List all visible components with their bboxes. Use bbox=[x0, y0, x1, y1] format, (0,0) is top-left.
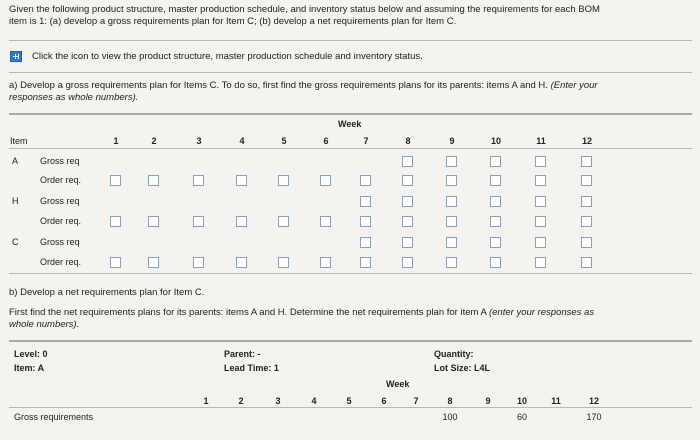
input-cell[interactable] bbox=[446, 257, 457, 268]
week-header: 6 bbox=[323, 136, 329, 146]
week-header: 9 bbox=[485, 396, 491, 406]
input-cell[interactable] bbox=[236, 175, 247, 186]
input-cell[interactable] bbox=[535, 257, 546, 268]
input-cell[interactable] bbox=[581, 237, 592, 248]
input-cell[interactable] bbox=[193, 257, 204, 268]
input-cell[interactable] bbox=[581, 216, 592, 227]
parent-label: Parent: - bbox=[224, 349, 261, 359]
divider bbox=[9, 40, 692, 41]
week-header: 12 bbox=[588, 396, 599, 406]
week-header: 5 bbox=[346, 396, 352, 406]
week-header: 8 bbox=[405, 136, 411, 146]
input-cell[interactable] bbox=[535, 156, 546, 167]
week-header: 10 bbox=[516, 396, 527, 406]
input-cell[interactable] bbox=[360, 257, 371, 268]
row-item-label: A bbox=[12, 156, 19, 166]
input-cell[interactable] bbox=[360, 237, 371, 248]
week-header: 11 bbox=[536, 136, 546, 146]
week-header: 1 bbox=[113, 136, 119, 146]
row-label: Gross req bbox=[40, 237, 80, 247]
grid-icon[interactable] bbox=[10, 51, 22, 62]
week-header: 9 bbox=[449, 136, 455, 146]
table-bottom-border bbox=[9, 273, 692, 274]
gross-requirements-label: Gross requirements bbox=[14, 412, 94, 422]
input-cell[interactable] bbox=[110, 175, 121, 186]
row-item-label: C bbox=[12, 237, 19, 247]
input-cell[interactable] bbox=[535, 237, 546, 248]
input-cell[interactable] bbox=[581, 257, 592, 268]
row-label: Gross req bbox=[40, 196, 80, 206]
input-cell[interactable] bbox=[446, 216, 457, 227]
divider bbox=[9, 72, 692, 73]
part-b-title: b) Develop a net requirements plan for Item C. bbox=[9, 287, 205, 298]
row-item-label: H bbox=[12, 196, 19, 206]
input-cell[interactable] bbox=[581, 156, 592, 167]
part-a-text-italic-2: responses as whole numbers). bbox=[9, 92, 139, 103]
week-header: 3 bbox=[275, 396, 281, 406]
week-header: 5 bbox=[281, 136, 287, 146]
table-b-top-border bbox=[9, 340, 692, 342]
input-cell[interactable] bbox=[490, 237, 501, 248]
week-label: Week bbox=[338, 119, 362, 129]
input-cell[interactable] bbox=[581, 196, 592, 207]
input-cell[interactable] bbox=[535, 216, 546, 227]
week-header: 2 bbox=[151, 136, 157, 146]
row-label: Order req. bbox=[40, 175, 82, 185]
week-header: 7 bbox=[363, 136, 369, 146]
item-label: Item: A bbox=[14, 363, 45, 373]
input-cell[interactable] bbox=[402, 216, 413, 227]
input-cell[interactable] bbox=[402, 196, 413, 207]
part-b-text-italic-2: whole numbers). bbox=[9, 319, 80, 330]
input-cell[interactable] bbox=[193, 216, 204, 227]
item-header: Item bbox=[10, 136, 28, 146]
intro-line-2: item is 1: (a) develop a gross requirements plan for Item C; (b) develop a net requirements plan for Item C. bbox=[9, 16, 457, 27]
input-cell[interactable] bbox=[535, 175, 546, 186]
input-cell[interactable] bbox=[320, 216, 331, 227]
input-cell[interactable] bbox=[278, 216, 289, 227]
lead-time-label: Lead Time: 1 bbox=[224, 363, 279, 373]
icon-link-text: Click the icon to view the product structure, master production schedule and inventory status. bbox=[32, 51, 423, 62]
input-cell[interactable] bbox=[320, 175, 331, 186]
week-header: 12 bbox=[581, 136, 592, 146]
header-divider bbox=[9, 148, 692, 149]
lot-size-label: Lot Size: L4L bbox=[434, 363, 490, 373]
input-cell[interactable] bbox=[148, 257, 159, 268]
intro-line-1: Given the following product structure, master production schedule, and inventory status below and assuming the requirements for each BOM bbox=[9, 4, 600, 15]
input-cell[interactable] bbox=[446, 237, 457, 248]
input-cell[interactable] bbox=[320, 257, 331, 268]
week-header: 4 bbox=[311, 396, 317, 406]
part-b-text-italic: (enter your responses as bbox=[488, 307, 595, 318]
header-divider-b bbox=[9, 407, 692, 408]
week-label-b: Week bbox=[386, 379, 410, 389]
input-cell[interactable] bbox=[148, 175, 159, 186]
input-cell[interactable] bbox=[402, 257, 413, 268]
week-header: 4 bbox=[239, 136, 245, 146]
week-header: 7 bbox=[413, 396, 419, 406]
input-cell[interactable] bbox=[446, 175, 457, 186]
input-cell[interactable] bbox=[402, 237, 413, 248]
gross-value: 60 bbox=[516, 412, 527, 422]
input-cell[interactable] bbox=[110, 257, 121, 268]
quantity-label: Quantity: bbox=[434, 349, 474, 359]
level-label: Level: 0 bbox=[14, 349, 48, 359]
input-cell[interactable] bbox=[535, 196, 546, 207]
part-b-text: First find the net requirements plans for its parents: items A and H. Determine the net requirements plan for item A bbox=[9, 307, 489, 318]
week-header: 10 bbox=[490, 136, 501, 146]
input-cell[interactable] bbox=[236, 216, 247, 227]
week-header: 11 bbox=[551, 396, 561, 406]
input-cell[interactable] bbox=[581, 175, 592, 186]
input-cell[interactable] bbox=[402, 175, 413, 186]
input-cell[interactable] bbox=[490, 156, 501, 167]
row-label: Gross req bbox=[40, 156, 80, 166]
input-cell[interactable] bbox=[490, 175, 501, 186]
part-b-instructions bbox=[9, 307, 697, 319]
part-a-text: a) Develop a gross requirements plan for Items C. To do so, first find the gross requirements plans for its parents: items A and H. bbox=[9, 80, 551, 91]
input-cell[interactable] bbox=[490, 196, 501, 207]
input-cell[interactable] bbox=[402, 156, 413, 167]
input-cell[interactable] bbox=[490, 257, 501, 268]
part-a-instructions bbox=[9, 80, 695, 92]
week-header: 1 bbox=[203, 396, 209, 406]
input-cell[interactable] bbox=[110, 216, 121, 227]
table-top-border bbox=[9, 113, 692, 115]
week-header: 8 bbox=[447, 396, 453, 406]
input-cell[interactable] bbox=[278, 175, 289, 186]
gross-value: 100 bbox=[442, 412, 458, 422]
input-cell[interactable] bbox=[490, 216, 501, 227]
week-header: 3 bbox=[196, 136, 202, 146]
input-cell[interactable] bbox=[360, 175, 371, 186]
input-cell[interactable] bbox=[148, 216, 159, 227]
input-cell[interactable] bbox=[360, 216, 371, 227]
input-cell[interactable] bbox=[236, 257, 247, 268]
input-cell[interactable] bbox=[278, 257, 289, 268]
row-label: Order req. bbox=[40, 257, 82, 267]
input-cell[interactable] bbox=[446, 196, 457, 207]
input-cell[interactable] bbox=[193, 175, 204, 186]
gross-value: 170 bbox=[586, 412, 602, 422]
input-cell[interactable] bbox=[446, 156, 457, 167]
part-a-text-italic: (Enter your bbox=[550, 80, 598, 91]
week-header: 6 bbox=[381, 396, 387, 406]
input-cell[interactable] bbox=[360, 196, 371, 207]
week-header: 2 bbox=[238, 396, 244, 406]
row-label: Order req. bbox=[40, 216, 82, 226]
